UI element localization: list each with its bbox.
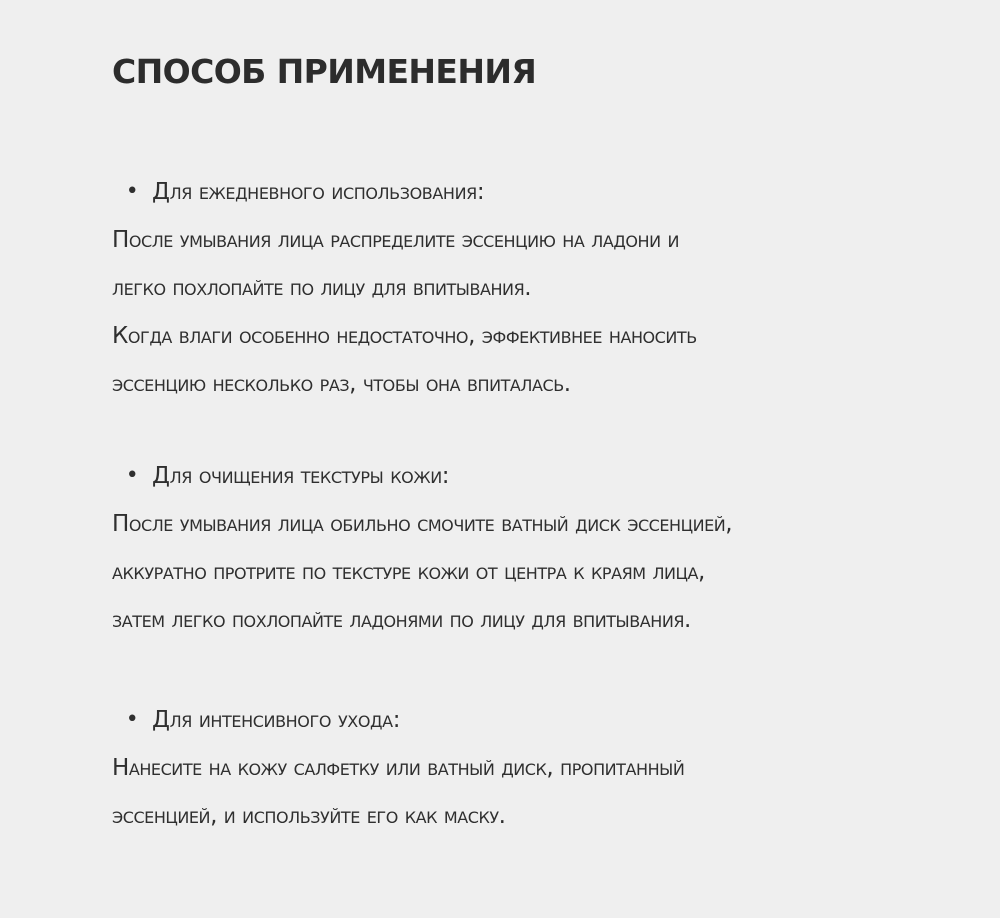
page-title: СПОСОБ ПРИМЕНЕНИЯ: [112, 52, 537, 91]
intensive-care-section: [112, 696, 952, 840]
body-line: затем легко похлопайте ладонями по лицу для впитывания.: [112, 607, 691, 633]
daily-use-section: [112, 168, 952, 408]
body-line: эссенцией, и используйте его как маску.: [112, 803, 506, 829]
section-heading-text: Для ежедневного использования:: [152, 179, 485, 205]
bullet-icon: •: [125, 707, 139, 732]
bullet-icon: •: [125, 179, 139, 204]
body-line: Когда влаги особенно недостаточно, эффективнее наносить: [112, 323, 697, 349]
body-line: После умывания лица распределите эссенцию на ладони и: [112, 227, 679, 253]
body-line: Нанесите на кожу салфетку или ватный диск, пропитанный: [112, 755, 685, 781]
bullet-icon: •: [125, 463, 139, 488]
section-heading-text: Для интенсивного ухода:: [152, 707, 401, 733]
section-heading: [112, 168, 952, 216]
body-line: После умывания лица обильно смочите ватный диск эссенцией,: [112, 511, 733, 537]
body-line: аккуратно протрите по текстуре кожи от центра к краям лица,: [112, 559, 705, 585]
section-body: [112, 744, 952, 840]
instructions-page: [112, 48, 952, 829]
section-heading-text: Для очищения текстуры кожи:: [152, 463, 450, 489]
section-body: [112, 500, 952, 644]
section-body: [112, 216, 952, 408]
texture-cleansing-section: [112, 452, 952, 644]
body-line: легко похлопайте по лицу для впитывания.: [112, 275, 532, 301]
body-line: эссенцию несколько раз, чтобы она впиталась.: [112, 371, 571, 397]
section-heading: [112, 696, 952, 744]
section-heading: [112, 452, 952, 500]
